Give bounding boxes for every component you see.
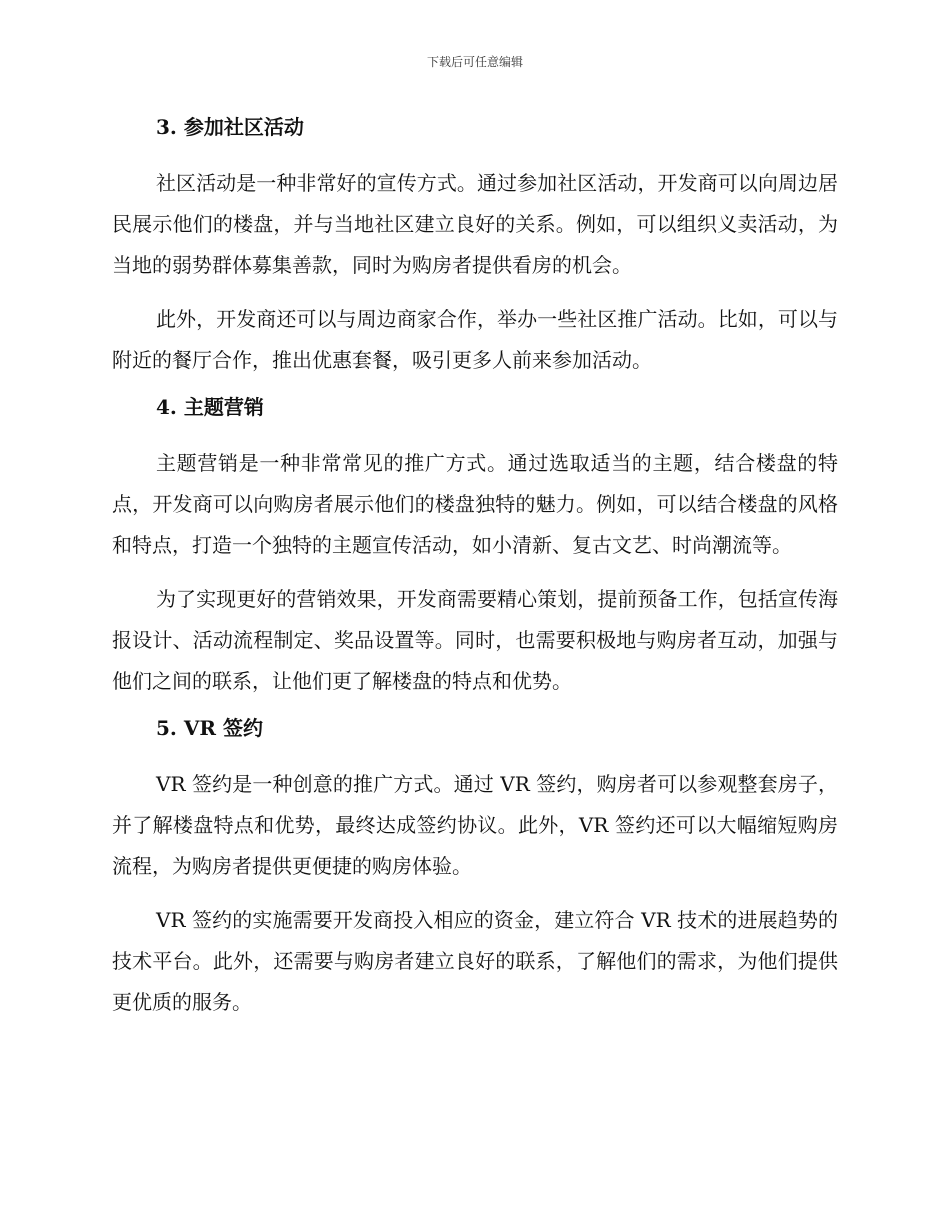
paragraph-community-activities-1: 社区活动是一种非常好的宣传方式。通过参加社区活动，开发商可以向周边居民展示他们的楼盘，并与当地社区建立良好的关系。例如，可以组织义卖活动，为当地的弱势群体募集善款，同时为购房者提供看房的机会。 (112, 171, 838, 277)
section-heading-vr-signing: 5. VR 签约 (156, 716, 263, 740)
paragraph-theme-marketing-2: 为了实现更好的营销效果，开发商需要精心策划，提前预备工作，包括宣传海报设计、活动流程制定、奖品设置等。同时，也需要积极地与购房者互动，加强与他们之间的联系，让他们更了解楼盘的特点和优势。 (112, 587, 838, 693)
document-body (112, 112, 838, 1023)
section-heading-community-activities: 3. 参加社区活动 (156, 115, 304, 139)
paragraph-vr-signing-1: VR 签约是一种创意的推广方式。通过 VR 签约，购房者可以参观整套房子，并了解楼盘特点和优势，最终达成签约协议。此外，VR 签约还可以大幅缩短购房流程，为购房者提供更便捷的购房体验。 (112, 772, 838, 878)
section-heading-theme-marketing: 4. 主题营销 (156, 395, 264, 419)
paragraph-community-activities-2: 此外，开发商还可以与周边商家合作，举办一些社区推广活动。比如，可以与附近的餐厅合作，推出优惠套餐，吸引更多人前来参加活动。 (112, 307, 838, 372)
page-header: 下载后可任意编辑 (426, 55, 523, 69)
paragraph-theme-marketing-1: 主题营销是一种非常常见的推广方式。通过选取适当的主题，结合楼盘的特点，开发商可以向购房者展示他们的楼盘独特的魅力。例如，可以结合楼盘的风格和特点，打造一个独特的主题宣传活动，如小清新、复古文艺、时尚潮流等。 (112, 451, 838, 557)
paragraph-vr-signing-2: VR 签约的实施需要开发商投入相应的资金，建立符合 VR 技术的进展趋势的技术平台。此外，还需要与购房者建立良好的联系，了解他们的需求，为他们提供更优质的服务。 (112, 908, 838, 1014)
